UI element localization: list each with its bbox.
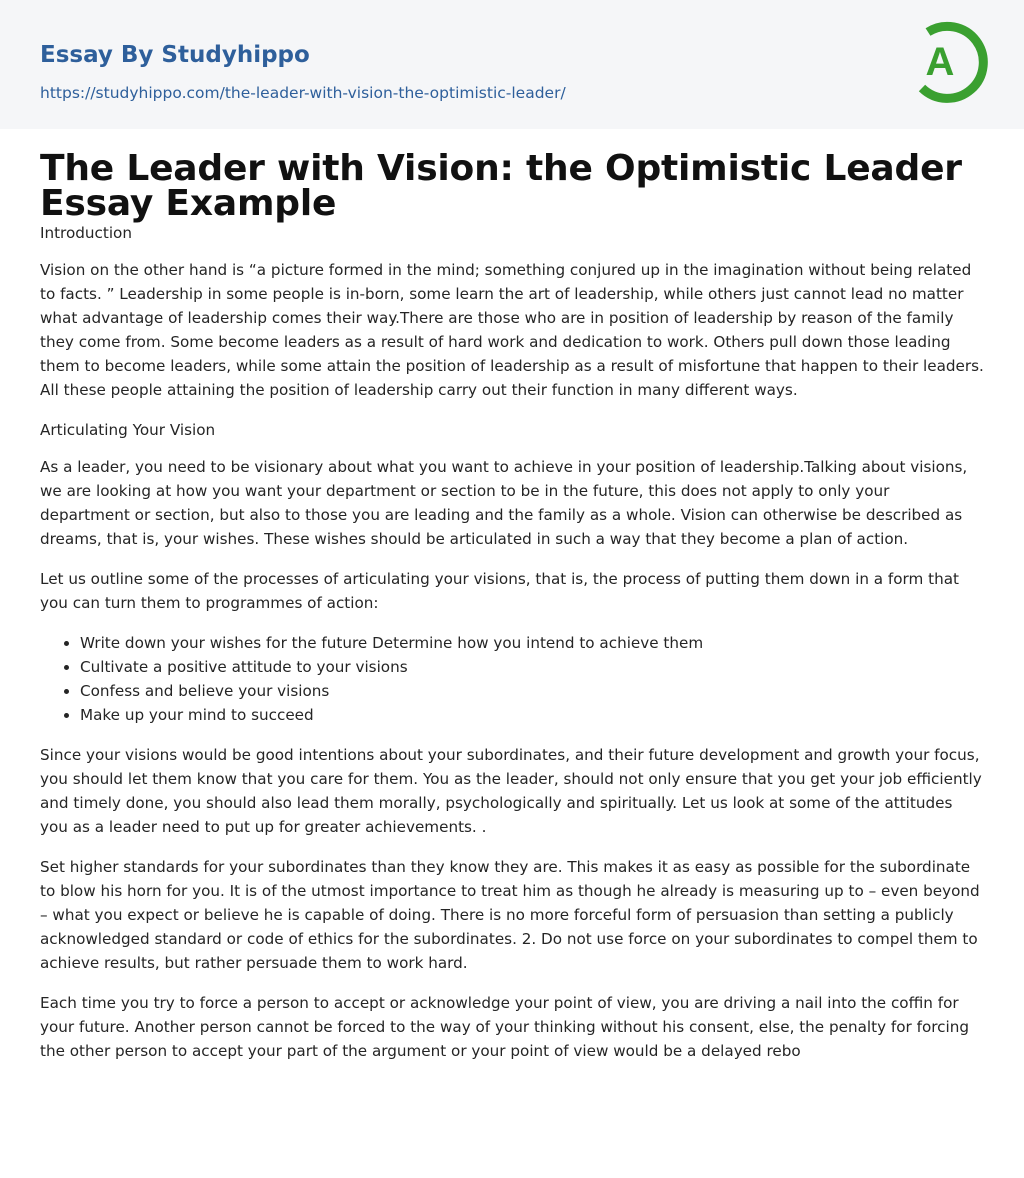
source-url-link[interactable]: https://studyhippo.com/the-leader-with-vision-the-optimistic-leader/ bbox=[40, 84, 566, 102]
list-item: • Confess and believe your visions bbox=[80, 679, 984, 703]
brand-title[interactable]: Essay By Studyhippo bbox=[40, 42, 310, 68]
paragraph-introduction: Vision on the other hand is “a picture formed in the mind; something conjured up in the imagination without being related to facts. ” Leadership in some people is in-born, some learn the art of leadership, while others just cannot lead no matter what advantage of leadership comes their way.There are those who are in position of leadership by reason of the family they come from. Some become leaders as a result of hard work and dedication to work. Others pull down those leading them to become leaders, while some attain the position of leadership as a result of misfortune that happen to their leaders. All these people attaining the position of leadership carry out their function in many different ways. bbox=[40, 261, 984, 399]
paragraph-standards: Set higher standards for your subordinates than they know they are. This makes it as easy as possible for the subordinate to blow his horn for you. It is of the utmost importance to treat him as though he already is measuring up to – even beyond – what you expect or believe he is capable of doing. There is no more forceful form of persuasion than setting a publicly acknowledged standard or code of ethics for the subordinates. 2. Do not use force on your subordinates to compel them to achieve results, but rather persuade them to work hard. bbox=[40, 858, 980, 972]
studyhippo-logo-icon[interactable] bbox=[908, 18, 988, 106]
paragraph-vision: As a leader, you need to be visionary about what you want to achieve in your position of leadership.Talking about visions, we are looking at how you want your department or section to be in the future, this does not apply to only your department or section, but also to those you are leading and the family as a whole. Vision can otherwise be described as dreams, that is, your wishes. These wishes should be articulated in such a way that they become a plan of action. bbox=[40, 458, 968, 548]
list-item: • Write down your wishes for the future Determine how you intend to achieve them bbox=[80, 631, 984, 655]
page-title: The Leader with Vision: the Optimistic Leader Essay Example bbox=[40, 148, 962, 224]
article-body bbox=[0, 129, 1024, 1063]
paragraph-care: Since your visions would be good intentions about your subordinates, and their future development and growth your focus, you should let them know that you care for them. You as the leader, should not only ensure that you get your job efficiently and timely done, you should also lead them morally, psychologically and spiritually. Let us look at some of the attitudes you as a leader need to put up for greater achievements. . bbox=[40, 746, 982, 836]
section-heading-introduction: Introduction bbox=[40, 224, 132, 242]
section-heading-articulating-vision: Articulating Your Vision bbox=[40, 421, 216, 439]
process-list bbox=[40, 631, 984, 727]
paragraph-force: Each time you try to force a person to accept or acknowledge your point of view, you are driving a nail into the coffin for your future. Another person cannot be forced to the way of your thinking without his consent, else, the penalty for forcing the other person to accept your part of the argument or your point of view would be a delayed rebo bbox=[40, 994, 969, 1060]
list-item: • Cultivate a positive attitude to your visions bbox=[80, 655, 984, 679]
paragraph-process: Let us outline some of the processes of articulating your visions, that is, the process of putting them down in a form that you can turn them to programmes of action: bbox=[40, 570, 959, 612]
list-item: • Make up your mind to succeed bbox=[80, 703, 984, 727]
site-header bbox=[0, 0, 1024, 129]
logo-letter: A bbox=[925, 40, 955, 84]
